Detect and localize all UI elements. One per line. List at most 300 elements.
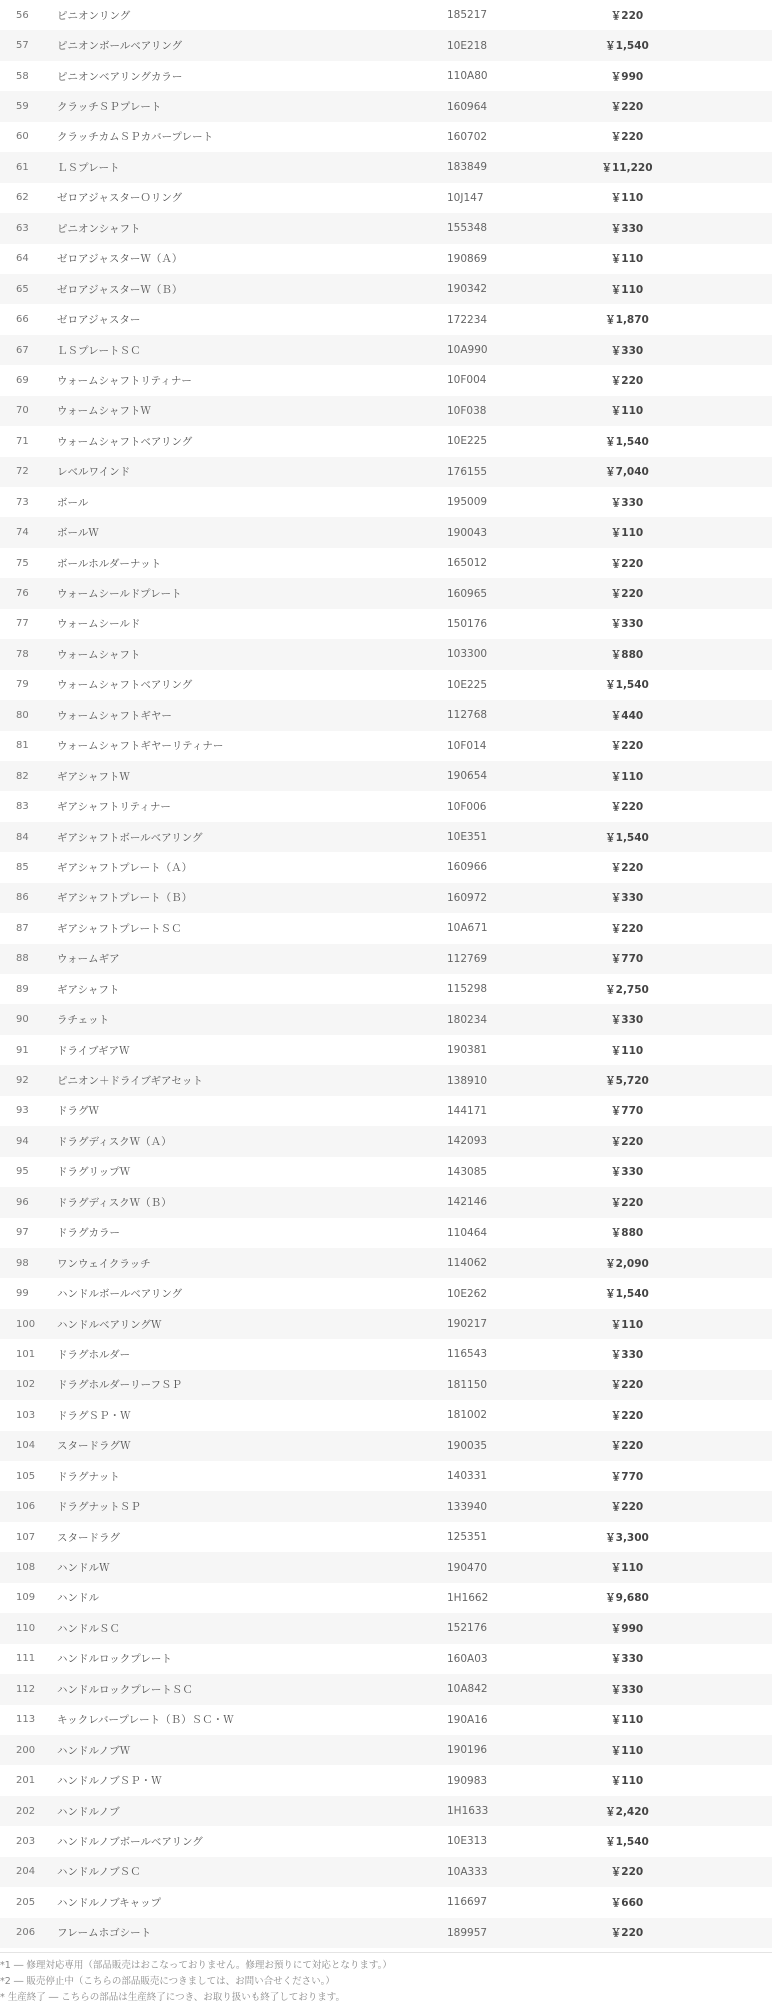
- part-code-cell: 172234: [447, 313, 488, 326]
- table-row: [0, 152, 772, 182]
- part-price-cell: ￥330: [610, 1653, 644, 1666]
- table-row: [0, 1735, 772, 1765]
- table-row: [0, 1096, 772, 1126]
- table-row: [0, 396, 772, 426]
- table-row: [0, 1552, 772, 1582]
- table-row: [0, 791, 772, 821]
- part-price-cell: ￥880: [610, 648, 644, 661]
- part-price-cell: ￥2,420: [605, 1805, 649, 1818]
- part-number-cell: 75: [16, 557, 29, 569]
- part-code-cell: 160964: [447, 100, 488, 113]
- part-name-cell: ドラグホルダー: [57, 1348, 131, 1361]
- part-price-cell: ￥220: [610, 1135, 644, 1148]
- part-name-cell: ハンドルノブＳＣ: [57, 1866, 141, 1879]
- part-name-cell: ウォームギア: [57, 953, 120, 966]
- table-row: [0, 609, 772, 639]
- part-number-cell: 106: [16, 1501, 36, 1513]
- part-price-cell: ￥330: [610, 1683, 644, 1696]
- part-name-cell: ウォームシャフトリティナー: [57, 374, 192, 387]
- part-number-cell: 66: [16, 314, 29, 326]
- part-number-cell: 94: [16, 1135, 29, 1147]
- part-code-cell: 183849: [447, 161, 488, 174]
- part-name-cell: ハンドルボールベアリング: [57, 1288, 183, 1301]
- part-name-cell: クラッチＳＰプレート: [57, 101, 162, 114]
- part-name-cell: ギアシャフトボールベアリング: [57, 831, 203, 844]
- part-name-cell: スタードラグＷ: [57, 1440, 131, 1453]
- footnote-discontinued: * 生産終了 ― こちらの部品は生産終了につき、お取り扱いも終了しております。: [0, 1992, 345, 2003]
- part-name-cell: ゼロアジャスターＷ（Ｂ）: [57, 283, 183, 296]
- part-number-cell: 67: [16, 344, 29, 356]
- part-price-cell: ￥110: [610, 253, 644, 266]
- table-row: [0, 1431, 772, 1461]
- part-price-cell: ￥110: [610, 1714, 644, 1727]
- part-name-cell: ドラグホルダーリーフＳＰ: [57, 1379, 183, 1392]
- part-number-cell: 88: [16, 953, 29, 965]
- part-price-cell: ￥440: [610, 709, 644, 722]
- table-row: [0, 487, 772, 517]
- part-code-cell: 165012: [447, 557, 488, 570]
- part-code-cell: 10A842: [447, 1683, 488, 1696]
- table-row: [0, 1613, 772, 1643]
- part-code-cell: 195009: [447, 496, 488, 509]
- part-code-cell: 176155: [447, 465, 488, 478]
- table-row: [0, 1857, 772, 1887]
- part-price-cell: ￥1,540: [605, 1835, 649, 1848]
- part-code-cell: 110A80: [447, 70, 488, 83]
- part-number-cell: 93: [16, 1105, 29, 1117]
- part-price-cell: ￥1,540: [605, 435, 649, 448]
- table-row: [0, 426, 772, 456]
- part-price-cell: ￥220: [610, 588, 644, 601]
- part-number-cell: 80: [16, 709, 29, 721]
- part-price-cell: ￥990: [610, 1622, 644, 1635]
- part-price-cell: ￥220: [610, 922, 644, 935]
- part-name-cell: ウォームシールド: [57, 618, 141, 631]
- part-price-cell: ￥110: [610, 1044, 644, 1057]
- part-price-cell: ￥5,720: [605, 1075, 649, 1088]
- part-price-cell: ￥3,300: [605, 1531, 649, 1544]
- part-code-cell: 1H1633: [447, 1805, 489, 1818]
- part-number-cell: 201: [16, 1775, 36, 1787]
- part-name-cell: ハンドルノブＳＰ・Ｗ: [57, 1775, 162, 1788]
- part-name-cell: レベルワインド: [57, 466, 131, 479]
- table-row: [0, 639, 772, 669]
- part-price-cell: ￥220: [610, 9, 644, 22]
- table-row: [0, 1765, 772, 1795]
- part-name-cell: ハンドルロックプレートＳＣ: [57, 1683, 193, 1696]
- part-name-cell: ピニオンベアリングカラー: [57, 70, 183, 83]
- part-code-cell: 144171: [447, 1104, 488, 1117]
- part-name-cell: キックレバープレート（Ｂ）ＳＣ・Ｗ: [57, 1714, 234, 1727]
- part-name-cell: ウォームシャフト: [57, 648, 141, 661]
- part-name-cell: ワンウェイクラッチ: [57, 1257, 151, 1270]
- part-number-cell: 110: [16, 1622, 36, 1634]
- part-code-cell: 10E262: [447, 1287, 488, 1300]
- part-number-cell: 85: [16, 861, 29, 873]
- part-name-cell: ウォームシャフトベアリング: [57, 679, 193, 692]
- part-number-cell: 102: [16, 1379, 36, 1391]
- part-number-cell: 202: [16, 1805, 36, 1817]
- part-name-cell: ドラグナットＳＰ: [57, 1501, 141, 1514]
- part-number-cell: 112: [16, 1683, 36, 1695]
- part-name-cell: スタードラグ: [57, 1531, 120, 1544]
- part-code-cell: 143085: [447, 1165, 488, 1178]
- part-code-cell: 110464: [447, 1226, 488, 1239]
- part-name-cell: ピニオンリング: [57, 9, 131, 22]
- table-row: [0, 731, 772, 761]
- part-code-cell: 116543: [447, 1348, 488, 1361]
- part-code-cell: 112769: [447, 952, 488, 965]
- part-name-cell: ピニオン＋ドライブギアセット: [57, 1075, 203, 1088]
- table-row: [0, 1309, 772, 1339]
- part-price-cell: ￥110: [610, 1744, 644, 1757]
- part-price-cell: ￥2,090: [605, 1257, 649, 1270]
- part-name-cell: ウォームシャフトＷ: [57, 405, 151, 418]
- part-code-cell: 190470: [447, 1561, 488, 1574]
- part-number-cell: 71: [16, 435, 29, 447]
- table-row: [0, 578, 772, 608]
- table-row: [0, 1491, 772, 1521]
- part-price-cell: ￥660: [610, 1896, 644, 1909]
- part-code-cell: 112768: [447, 709, 488, 722]
- part-price-cell: ￥220: [610, 740, 644, 753]
- part-code-cell: 189957: [447, 1926, 488, 1939]
- part-price-cell: ￥880: [610, 1227, 644, 1240]
- part-number-cell: 63: [16, 222, 29, 234]
- part-code-cell: 160702: [447, 130, 488, 143]
- part-name-cell: ハンドルベアリングＷ: [57, 1318, 162, 1331]
- table-row: [0, 913, 772, 943]
- part-code-cell: 133940: [447, 1500, 488, 1513]
- table-row: [0, 1278, 772, 1308]
- part-price-cell: ￥220: [610, 1379, 644, 1392]
- table-row: [0, 1339, 772, 1369]
- table-row: [0, 1218, 772, 1248]
- part-name-cell: ピニオンシャフト: [57, 222, 141, 235]
- part-number-cell: 92: [16, 1075, 29, 1087]
- table-row: [0, 548, 772, 578]
- part-name-cell: ギアシャフトＷ: [57, 770, 130, 783]
- table-row: [0, 457, 772, 487]
- part-number-cell: 109: [16, 1592, 36, 1604]
- part-price-cell: ￥330: [610, 344, 644, 357]
- part-name-cell: ドラグディスクＷ（Ｂ）: [57, 1196, 172, 1209]
- part-number-cell: 59: [16, 101, 29, 113]
- table-row: [0, 213, 772, 243]
- part-price-cell: ￥330: [610, 1166, 644, 1179]
- part-price-cell: ￥770: [610, 1470, 644, 1483]
- table-row: [0, 1522, 772, 1552]
- part-number-cell: 86: [16, 892, 29, 904]
- part-code-cell: 190869: [447, 252, 488, 265]
- table-row: [0, 1461, 772, 1491]
- part-name-cell: ボールＷ: [57, 527, 99, 540]
- part-name-cell: ギアシャフトプレートＳＣ: [57, 922, 182, 935]
- part-price-cell: ￥990: [610, 70, 644, 83]
- part-price-cell: ￥330: [610, 892, 644, 905]
- part-code-cell: 10F038: [447, 404, 487, 417]
- part-number-cell: 97: [16, 1227, 29, 1239]
- footnote-repair-only: *1 ― 修理対応専用（部品販売はおこなっておりません。修理お預りにて対応となります。）: [0, 1960, 392, 1971]
- table-row: [0, 944, 772, 974]
- part-code-cell: 185217: [447, 9, 488, 22]
- part-name-cell: ギアシャフトプレート（Ｂ）: [57, 892, 193, 905]
- part-price-cell: ￥330: [610, 1348, 644, 1361]
- part-price-cell: ￥110: [610, 1775, 644, 1788]
- part-price-cell: ￥1,540: [605, 831, 649, 844]
- part-code-cell: 190342: [447, 283, 488, 296]
- table-row: [0, 883, 772, 913]
- part-number-cell: 56: [16, 9, 29, 21]
- part-number-cell: 200: [16, 1744, 36, 1756]
- part-price-cell: ￥330: [610, 496, 644, 509]
- part-name-cell: ギアシャフトリティナー: [57, 801, 171, 814]
- table-row: [0, 183, 772, 213]
- part-number-cell: 90: [16, 1014, 29, 1026]
- table-row: [0, 1674, 772, 1704]
- part-number-cell: 99: [16, 1288, 29, 1300]
- part-price-cell: ￥220: [610, 1440, 644, 1453]
- table-row: [0, 304, 772, 334]
- part-name-cell: ラチェット: [57, 1014, 110, 1027]
- part-code-cell: 160A03: [447, 1652, 488, 1665]
- part-number-cell: 87: [16, 922, 29, 934]
- part-price-cell: ￥770: [610, 953, 644, 966]
- table-row: [0, 1796, 772, 1826]
- part-number-cell: 203: [16, 1835, 36, 1847]
- part-code-cell: 10E313: [447, 1835, 488, 1848]
- part-number-cell: 60: [16, 131, 29, 143]
- part-price-cell: ￥220: [610, 1866, 644, 1879]
- part-number-cell: 72: [16, 466, 29, 478]
- part-number-cell: 78: [16, 648, 29, 660]
- table-row: [0, 700, 772, 730]
- part-name-cell: ウォームシールドプレート: [57, 588, 182, 601]
- part-name-cell: ゼロアジャスター: [57, 314, 141, 327]
- table-row: [0, 122, 772, 152]
- part-name-cell: ボール: [57, 496, 89, 509]
- part-number-cell: 73: [16, 496, 29, 508]
- table-row: [0, 365, 772, 395]
- footnote-sales-suspended: *2 ― 販売停止中（こちらの部品販売につきましては、お問い合せください。）: [0, 1976, 335, 1987]
- part-code-cell: 10E351: [447, 831, 488, 844]
- part-price-cell: ￥110: [610, 405, 644, 418]
- part-code-cell: 160972: [447, 891, 488, 904]
- table-row: [0, 1370, 772, 1400]
- part-number-cell: 105: [16, 1470, 36, 1482]
- table-row: [0, 852, 772, 882]
- table-row: [0, 1035, 772, 1065]
- part-price-cell: ￥220: [610, 1196, 644, 1209]
- part-code-cell: 116697: [447, 1896, 488, 1909]
- table-row: [0, 1004, 772, 1034]
- part-name-cell: ドラグナット: [57, 1470, 120, 1483]
- part-price-cell: ￥2,750: [605, 983, 649, 996]
- part-code-cell: 190217: [447, 1318, 488, 1331]
- part-number-cell: 204: [16, 1866, 36, 1878]
- part-number-cell: 76: [16, 588, 29, 600]
- part-number-cell: 61: [16, 161, 29, 173]
- part-name-cell: ハンドルノブＷ: [57, 1744, 131, 1757]
- part-code-cell: 10J147: [447, 191, 484, 204]
- part-number-cell: 84: [16, 831, 29, 843]
- table-row: [0, 670, 772, 700]
- part-price-cell: ￥11,220: [601, 161, 653, 174]
- part-price-cell: ￥110: [610, 192, 644, 205]
- part-code-cell: 10E225: [447, 435, 488, 448]
- part-code-cell: 152176: [447, 1622, 488, 1635]
- part-price-cell: ￥220: [610, 557, 644, 570]
- footnotes: [0, 1952, 772, 2006]
- part-name-cell: ハンドルＷ: [57, 1562, 110, 1575]
- part-price-cell: ￥220: [610, 101, 644, 114]
- part-number-cell: 57: [16, 40, 29, 52]
- part-price-cell: ￥1,870: [605, 314, 649, 327]
- part-code-cell: 190196: [447, 1744, 488, 1757]
- part-price-cell: ￥110: [610, 770, 644, 783]
- part-name-cell: ゼロアジャスターＷ（Ａ）: [57, 253, 183, 266]
- table-row: [0, 30, 772, 60]
- part-price-cell: ￥1,540: [605, 1288, 649, 1301]
- part-name-cell: ハンドル: [57, 1592, 99, 1605]
- part-price-cell: ￥220: [610, 131, 644, 144]
- part-name-cell: ドラグカラー: [57, 1227, 120, 1240]
- part-number-cell: 95: [16, 1166, 29, 1178]
- part-code-cell: 10E225: [447, 678, 488, 691]
- part-name-cell: ゼロアジャスターＯリング: [57, 192, 183, 205]
- part-price-cell: ￥7,040: [605, 466, 649, 479]
- part-number-cell: 111: [16, 1653, 36, 1665]
- part-price-cell: ￥220: [610, 374, 644, 387]
- part-name-cell: ウォームシャフトギヤー: [57, 709, 172, 722]
- part-price-cell: ￥330: [610, 1014, 644, 1027]
- part-code-cell: 138910: [447, 1074, 488, 1087]
- part-number-cell: 101: [16, 1348, 36, 1360]
- part-name-cell: ピニオンボールベアリング: [57, 40, 183, 53]
- part-price-cell: ￥220: [610, 801, 644, 814]
- part-code-cell: 155348: [447, 222, 488, 235]
- part-name-cell: クラッチカムＳＰカバープレート: [57, 131, 214, 144]
- part-number-cell: 82: [16, 770, 29, 782]
- part-code-cell: 10F014: [447, 739, 487, 752]
- part-code-cell: 180234: [447, 1013, 488, 1026]
- table-row: [0, 335, 772, 365]
- part-name-cell: ドラグＳＰ・Ｗ: [57, 1409, 131, 1422]
- part-code-cell: 10F006: [447, 800, 487, 813]
- table-row: [0, 1583, 772, 1613]
- part-name-cell: ドラグリップＷ: [57, 1166, 131, 1179]
- part-price-cell: ￥220: [610, 1501, 644, 1514]
- table-row: [0, 91, 772, 121]
- part-number-cell: 113: [16, 1714, 36, 1726]
- part-name-cell: ハンドルノブキャップ: [57, 1896, 162, 1909]
- table-row: [0, 1248, 772, 1278]
- table-row: [0, 822, 772, 852]
- table-row: [0, 517, 772, 547]
- part-number-cell: 104: [16, 1440, 36, 1452]
- part-code-cell: 10A990: [447, 344, 488, 357]
- table-row: [0, 1126, 772, 1156]
- part-number-cell: 69: [16, 374, 29, 386]
- part-number-cell: 206: [16, 1927, 36, 1939]
- part-number-cell: 100: [16, 1318, 36, 1330]
- part-code-cell: 190381: [447, 1044, 488, 1057]
- part-number-cell: 96: [16, 1196, 29, 1208]
- part-code-cell: 10F004: [447, 374, 487, 387]
- part-code-cell: 190983: [447, 1774, 488, 1787]
- part-name-cell: ハンドルＳＣ: [57, 1622, 120, 1635]
- part-name-cell: フレームホゴシート: [57, 1927, 152, 1940]
- part-name-cell: ハンドルロックプレート: [57, 1653, 172, 1666]
- part-code-cell: 190654: [447, 770, 488, 783]
- part-price-cell: ￥770: [610, 1105, 644, 1118]
- part-code-cell: 103300: [447, 648, 488, 661]
- part-code-cell: 125351: [447, 1531, 488, 1544]
- part-name-cell: ボールホルダーナット: [57, 557, 162, 570]
- part-code-cell: 10E218: [447, 39, 488, 52]
- part-price-cell: ￥110: [610, 527, 644, 540]
- table-row: [0, 1157, 772, 1187]
- table-row: [0, 0, 772, 30]
- part-price-cell: ￥220: [610, 861, 644, 874]
- table-row: [0, 1887, 772, 1917]
- part-code-cell: 190A16: [447, 1713, 488, 1726]
- part-price-cell: ￥220: [610, 1409, 644, 1422]
- part-price-cell: ￥1,540: [605, 40, 649, 53]
- table-row: [0, 1065, 772, 1095]
- part-price-cell: ￥330: [610, 222, 644, 235]
- part-price-cell: ￥110: [610, 1318, 644, 1331]
- table-row: [0, 1400, 772, 1430]
- table-row: [0, 244, 772, 274]
- part-code-cell: 142093: [447, 1135, 488, 1148]
- part-number-cell: 70: [16, 405, 29, 417]
- part-price-cell: ￥110: [610, 283, 644, 296]
- table-row: [0, 1644, 772, 1674]
- table-row: [0, 1918, 772, 1948]
- table-row: [0, 274, 772, 304]
- part-number-cell: 81: [16, 740, 29, 752]
- part-number-cell: 107: [16, 1531, 36, 1543]
- part-number-cell: 65: [16, 283, 29, 295]
- table-row: [0, 761, 772, 791]
- table-row: [0, 1705, 772, 1735]
- part-price-cell: ￥1,540: [605, 679, 649, 692]
- part-code-cell: 142146: [447, 1196, 488, 1209]
- part-number-cell: 108: [16, 1562, 36, 1574]
- part-code-cell: 190035: [447, 1439, 488, 1452]
- part-code-cell: 10A333: [447, 1865, 488, 1878]
- part-number-cell: 77: [16, 618, 29, 630]
- part-number-cell: 83: [16, 801, 29, 813]
- part-code-cell: 150176: [447, 617, 488, 630]
- part-price-cell: ￥110: [610, 1562, 644, 1575]
- part-name-cell: ハンドルノブ: [57, 1805, 120, 1818]
- table-row: [0, 974, 772, 1004]
- part-number-cell: 98: [16, 1257, 29, 1269]
- part-name-cell: ウォームシャフトベアリング: [57, 435, 193, 448]
- part-name-cell: ドライブギアＷ: [57, 1044, 130, 1057]
- part-number-cell: 74: [16, 527, 29, 539]
- part-code-cell: 115298: [447, 983, 488, 996]
- part-name-cell: ギアシャフト: [57, 983, 120, 996]
- part-code-cell: 160966: [447, 861, 488, 874]
- part-code-cell: 114062: [447, 1257, 488, 1270]
- part-price-cell: ￥220: [610, 1927, 644, 1940]
- part-number-cell: 103: [16, 1409, 36, 1421]
- part-code-cell: 160965: [447, 587, 488, 600]
- part-number-cell: 91: [16, 1044, 29, 1056]
